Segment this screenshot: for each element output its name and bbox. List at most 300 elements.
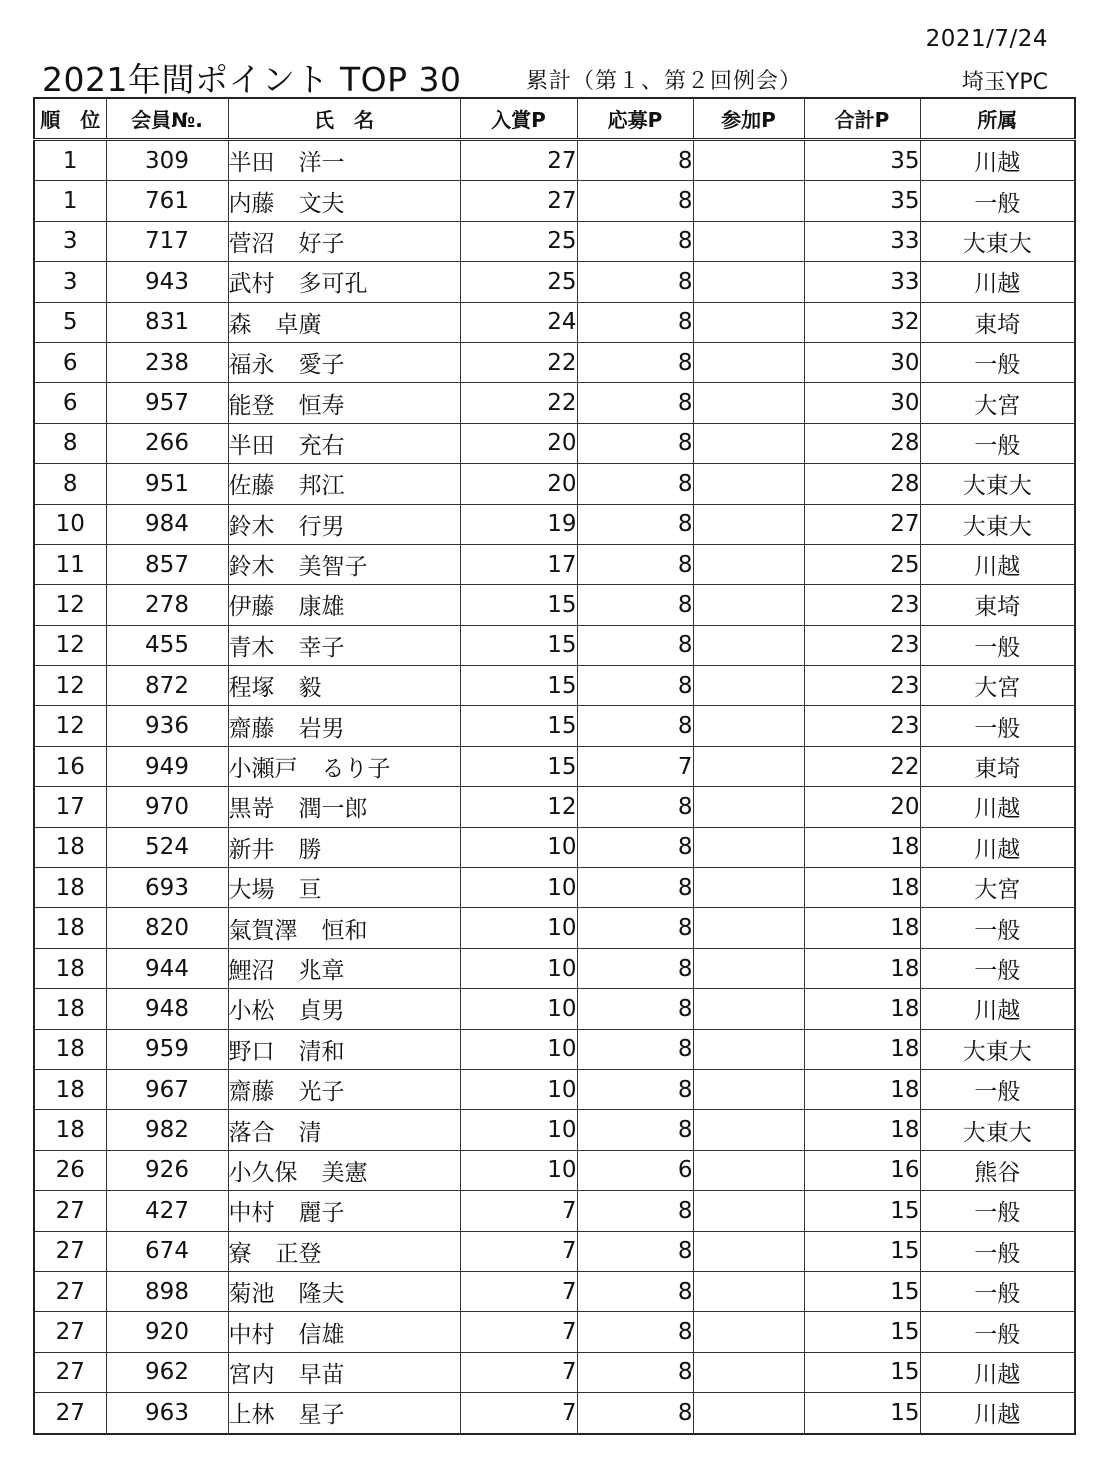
given-name: 光子 xyxy=(298,1079,345,1106)
attend-points-cell xyxy=(693,746,804,786)
rank-cell: 3 xyxy=(34,221,106,261)
total-points-cell: 15 xyxy=(804,1271,920,1311)
table-row xyxy=(34,221,1075,261)
given-name: 邦江 xyxy=(298,473,345,500)
attend-points-cell xyxy=(693,787,804,827)
entry-points-cell: 8 xyxy=(577,221,693,261)
entry-points-cell: 8 xyxy=(577,1191,693,1231)
entry-points-cell: 8 xyxy=(577,302,693,342)
table-row xyxy=(34,1393,1075,1434)
attend-points-cell xyxy=(693,1150,804,1190)
member-no-cell: 309 xyxy=(106,140,228,181)
name-cell xyxy=(228,1271,460,1311)
surname: 佐藤 xyxy=(228,473,275,500)
entry-points-cell: 8 xyxy=(577,383,693,423)
total-points-cell: 28 xyxy=(804,464,920,504)
name-cell xyxy=(228,868,460,908)
total-points-cell: 18 xyxy=(804,989,920,1029)
prize-points-cell: 10 xyxy=(460,1029,577,1069)
entry-points-cell: 6 xyxy=(577,1150,693,1190)
surname: 鯉沼 xyxy=(228,958,275,984)
surname: 能登 xyxy=(228,392,275,419)
rank-cell: 12 xyxy=(34,706,106,746)
affiliation-cell: 一般 xyxy=(920,1271,1075,1311)
total-points-cell: 32 xyxy=(804,302,920,342)
attend-points-cell xyxy=(693,423,804,463)
entry-points-cell: 8 xyxy=(577,908,693,948)
surname: 内藤 xyxy=(228,190,275,217)
member-no-cell: 820 xyxy=(106,908,228,948)
member-no-cell: 948 xyxy=(106,989,228,1029)
total-points-cell: 23 xyxy=(804,625,920,665)
entry-points-cell: 8 xyxy=(577,1069,693,1109)
rank-cell: 1 xyxy=(34,181,106,221)
name-cell xyxy=(228,1150,460,1190)
rank-cell: 18 xyxy=(34,948,106,988)
surname: 小瀬戸 xyxy=(228,756,298,783)
member-no-cell: 949 xyxy=(106,746,228,786)
member-no-cell: 926 xyxy=(106,1150,228,1190)
table-header-row xyxy=(34,98,1075,140)
affiliation-cell: 一般 xyxy=(920,1231,1075,1271)
total-points-cell: 18 xyxy=(804,948,920,988)
given-name: 康雄 xyxy=(298,594,345,621)
total-points-cell: 18 xyxy=(804,908,920,948)
member-no-cell: 920 xyxy=(106,1312,228,1352)
entry-points-cell: 8 xyxy=(577,1271,693,1311)
member-no-cell: 963 xyxy=(106,1393,228,1434)
prize-points-cell: 15 xyxy=(460,625,577,665)
given-name: 好子 xyxy=(298,230,345,257)
attend-points-cell xyxy=(693,666,804,706)
member-no-cell: 857 xyxy=(106,544,228,584)
entry-points-cell: 8 xyxy=(577,262,693,302)
rank-cell: 27 xyxy=(34,1191,106,1231)
given-name: 多可孔 xyxy=(298,271,368,298)
column-header-attend-p: 参加P xyxy=(693,98,804,140)
name-cell xyxy=(228,585,460,625)
table-row xyxy=(34,706,1075,746)
rank-cell: 17 xyxy=(34,787,106,827)
total-points-cell: 33 xyxy=(804,262,920,302)
affiliation-cell: 大東大 xyxy=(920,464,1075,504)
surname: 氣賀澤 xyxy=(228,917,298,944)
total-points-cell: 18 xyxy=(804,1029,920,1069)
name-cell xyxy=(228,827,460,867)
given-name: 麗子 xyxy=(298,1200,345,1227)
total-points-cell: 18 xyxy=(804,1110,920,1150)
prize-points-cell: 7 xyxy=(460,1312,577,1352)
given-name: 行男 xyxy=(298,513,345,540)
surname: 小久保 xyxy=(228,1159,298,1186)
attend-points-cell xyxy=(693,1352,804,1392)
given-name: 充右 xyxy=(298,432,345,459)
column-header-affiliation: 所属 xyxy=(920,98,1075,140)
attend-points-cell xyxy=(693,504,804,544)
member-no-cell: 943 xyxy=(106,262,228,302)
attend-points-cell xyxy=(693,262,804,302)
rank-cell: 3 xyxy=(34,262,106,302)
surname: 鈴木 xyxy=(228,513,275,540)
table-row xyxy=(34,989,1075,1029)
name-cell xyxy=(228,1069,460,1109)
prize-points-cell: 12 xyxy=(460,787,577,827)
attend-points-cell xyxy=(693,908,804,948)
surname: 黒嵜 xyxy=(228,796,275,823)
entry-points-cell: 8 xyxy=(577,1393,693,1434)
total-points-cell: 25 xyxy=(804,544,920,584)
prize-points-cell: 27 xyxy=(460,181,577,221)
given-name: 毅 xyxy=(298,675,322,702)
table-row xyxy=(34,1191,1075,1231)
given-name: 美智子 xyxy=(298,554,368,581)
affiliation-cell: 川越 xyxy=(920,262,1075,302)
surname: 菅沼 xyxy=(228,230,275,257)
total-points-cell: 27 xyxy=(804,504,920,544)
organization-name: 埼玉YPC xyxy=(961,70,1048,95)
given-name: 卓廣 xyxy=(275,311,322,338)
affiliation-cell: 川越 xyxy=(920,544,1075,584)
member-no-cell: 717 xyxy=(106,221,228,261)
prize-points-cell: 10 xyxy=(460,1110,577,1150)
affiliation-cell: 川越 xyxy=(920,827,1075,867)
prize-points-cell: 15 xyxy=(460,706,577,746)
table-row xyxy=(34,625,1075,665)
rank-cell: 12 xyxy=(34,585,106,625)
name-cell xyxy=(228,221,460,261)
affiliation-cell: 大宮 xyxy=(920,383,1075,423)
affiliation-cell: 大宮 xyxy=(920,666,1075,706)
entry-points-cell: 8 xyxy=(577,585,693,625)
attend-points-cell xyxy=(693,706,804,746)
given-name: 亘 xyxy=(298,877,322,904)
table-row xyxy=(34,544,1075,584)
total-points-cell: 35 xyxy=(804,140,920,181)
affiliation-cell: 一般 xyxy=(920,948,1075,988)
table-row xyxy=(34,746,1075,786)
name-cell xyxy=(228,1029,460,1069)
given-name: 清和 xyxy=(298,1038,345,1065)
prize-points-cell: 15 xyxy=(460,746,577,786)
prize-points-cell: 7 xyxy=(460,1352,577,1392)
rank-cell: 18 xyxy=(34,908,106,948)
total-points-cell: 28 xyxy=(804,423,920,463)
attend-points-cell xyxy=(693,302,804,342)
member-no-cell: 524 xyxy=(106,827,228,867)
affiliation-cell: 一般 xyxy=(920,625,1075,665)
surname: 中村 xyxy=(228,1200,275,1227)
prize-points-cell: 24 xyxy=(460,302,577,342)
surname: 新井 xyxy=(228,836,275,863)
member-no-cell: 970 xyxy=(106,787,228,827)
rank-cell: 10 xyxy=(34,504,106,544)
rank-cell: 11 xyxy=(34,544,106,584)
prize-points-cell: 27 xyxy=(460,140,577,181)
total-points-cell: 15 xyxy=(804,1393,920,1434)
surname: 宮内 xyxy=(228,1361,275,1388)
name-cell xyxy=(228,1231,460,1271)
attend-points-cell xyxy=(693,140,804,181)
table-row xyxy=(34,948,1075,988)
given-name: 星子 xyxy=(298,1402,345,1429)
name-cell xyxy=(228,504,460,544)
rank-cell: 5 xyxy=(34,302,106,342)
prize-points-cell: 10 xyxy=(460,908,577,948)
total-points-cell: 15 xyxy=(804,1352,920,1392)
name-cell xyxy=(228,787,460,827)
entry-points-cell: 8 xyxy=(577,948,693,988)
rank-cell: 16 xyxy=(34,746,106,786)
surname: 落合 xyxy=(228,1119,275,1146)
table-row xyxy=(34,181,1075,221)
member-no-cell: 455 xyxy=(106,625,228,665)
rank-cell: 18 xyxy=(34,1069,106,1109)
attend-points-cell xyxy=(693,1312,804,1352)
rank-cell: 8 xyxy=(34,423,106,463)
table-row xyxy=(34,342,1075,382)
table-row xyxy=(34,1352,1075,1392)
rank-cell: 18 xyxy=(34,1110,106,1150)
given-name: 兆章 xyxy=(298,958,345,984)
name-cell xyxy=(228,544,460,584)
entry-points-cell: 8 xyxy=(577,827,693,867)
document-date: 2021/7/24 xyxy=(925,26,1048,52)
affiliation-cell: 川越 xyxy=(920,1393,1075,1434)
entry-points-cell: 8 xyxy=(577,787,693,827)
given-name: るり子 xyxy=(321,756,391,783)
attend-points-cell xyxy=(693,1069,804,1109)
name-cell xyxy=(228,262,460,302)
attend-points-cell xyxy=(693,1271,804,1311)
affiliation-cell: 一般 xyxy=(920,908,1075,948)
name-cell xyxy=(228,666,460,706)
entry-points-cell: 8 xyxy=(577,666,693,706)
attend-points-cell xyxy=(693,1191,804,1231)
affiliation-cell: 大宮 xyxy=(920,868,1075,908)
ranking-table-body xyxy=(34,140,1075,1434)
given-name: 文夫 xyxy=(298,190,345,217)
rank-cell: 18 xyxy=(34,989,106,1029)
total-points-cell: 22 xyxy=(804,746,920,786)
given-name: 早苗 xyxy=(298,1361,345,1388)
entry-points-cell: 8 xyxy=(577,342,693,382)
name-cell xyxy=(228,342,460,382)
prize-points-cell: 10 xyxy=(460,827,577,867)
table-row xyxy=(34,464,1075,504)
surname: 小松 xyxy=(228,998,275,1025)
given-name: 恒寿 xyxy=(298,392,345,419)
given-name: 清 xyxy=(298,1119,322,1146)
surname: 鈴木 xyxy=(228,554,275,581)
rank-cell: 27 xyxy=(34,1393,106,1434)
entry-points-cell: 8 xyxy=(577,464,693,504)
entry-points-cell: 8 xyxy=(577,1231,693,1271)
surname: 中村 xyxy=(228,1321,275,1348)
attend-points-cell xyxy=(693,383,804,423)
table-row xyxy=(34,302,1075,342)
attend-points-cell xyxy=(693,827,804,867)
member-no-cell: 951 xyxy=(106,464,228,504)
surname: 菊池 xyxy=(228,1281,275,1308)
affiliation-cell: 熊谷 xyxy=(920,1150,1075,1190)
table-row xyxy=(34,827,1075,867)
entry-points-cell: 8 xyxy=(577,544,693,584)
name-cell xyxy=(228,948,460,988)
prize-points-cell: 10 xyxy=(460,989,577,1029)
member-no-cell: 984 xyxy=(106,504,228,544)
attend-points-cell xyxy=(693,1029,804,1069)
name-cell xyxy=(228,1312,460,1352)
affiliation-cell: 川越 xyxy=(920,140,1075,181)
rank-cell: 27 xyxy=(34,1352,106,1392)
total-points-cell: 18 xyxy=(804,827,920,867)
rank-cell: 27 xyxy=(34,1312,106,1352)
name-cell xyxy=(228,625,460,665)
prize-points-cell: 10 xyxy=(460,1069,577,1109)
table-row xyxy=(34,1271,1075,1311)
attend-points-cell xyxy=(693,948,804,988)
affiliation-cell: 東埼 xyxy=(920,746,1075,786)
member-no-cell: 693 xyxy=(106,868,228,908)
attend-points-cell xyxy=(693,1393,804,1434)
total-points-cell: 33 xyxy=(804,221,920,261)
table-row xyxy=(34,1150,1075,1190)
rank-cell: 12 xyxy=(34,666,106,706)
name-cell xyxy=(228,181,460,221)
prize-points-cell: 25 xyxy=(460,262,577,302)
rank-cell: 27 xyxy=(34,1271,106,1311)
member-no-cell: 982 xyxy=(106,1110,228,1150)
attend-points-cell xyxy=(693,464,804,504)
member-no-cell: 278 xyxy=(106,585,228,625)
rank-cell: 18 xyxy=(34,827,106,867)
member-no-cell: 831 xyxy=(106,302,228,342)
member-no-cell: 872 xyxy=(106,666,228,706)
member-no-cell: 967 xyxy=(106,1069,228,1109)
table-row xyxy=(34,383,1075,423)
surname: 福永 xyxy=(228,352,275,379)
member-no-cell: 674 xyxy=(106,1231,228,1271)
given-name: 愛子 xyxy=(298,352,345,379)
member-no-cell: 427 xyxy=(106,1191,228,1231)
given-name: 隆夫 xyxy=(298,1281,345,1308)
affiliation-cell: 大東大 xyxy=(920,1029,1075,1069)
prize-points-cell: 10 xyxy=(460,1150,577,1190)
attend-points-cell xyxy=(693,342,804,382)
affiliation-cell: 東埼 xyxy=(920,585,1075,625)
attend-points-cell xyxy=(693,544,804,584)
name-cell xyxy=(228,1352,460,1392)
prize-points-cell: 25 xyxy=(460,221,577,261)
member-no-cell: 238 xyxy=(106,342,228,382)
table-row xyxy=(34,666,1075,706)
rank-cell: 6 xyxy=(34,383,106,423)
prize-points-cell: 20 xyxy=(460,464,577,504)
attend-points-cell xyxy=(693,221,804,261)
prize-points-cell: 17 xyxy=(460,544,577,584)
column-header-total-p: 合計P xyxy=(804,98,920,140)
member-no-cell: 962 xyxy=(106,1352,228,1392)
rank-cell: 8 xyxy=(34,464,106,504)
attend-points-cell xyxy=(693,868,804,908)
prize-points-cell: 22 xyxy=(460,342,577,382)
total-points-cell: 23 xyxy=(804,706,920,746)
entry-points-cell: 8 xyxy=(577,1312,693,1352)
given-name: 洋一 xyxy=(298,150,345,177)
name-cell xyxy=(228,383,460,423)
name-cell xyxy=(228,746,460,786)
column-header-entry-p: 応募P xyxy=(577,98,693,140)
attend-points-cell xyxy=(693,989,804,1029)
affiliation-cell: 川越 xyxy=(920,989,1075,1029)
name-cell xyxy=(228,989,460,1029)
given-name: 信雄 xyxy=(298,1321,345,1348)
table-row xyxy=(34,140,1075,181)
name-cell xyxy=(228,302,460,342)
given-name: 恒和 xyxy=(321,917,368,944)
table-row xyxy=(34,262,1075,302)
column-header-name: 氏 名 xyxy=(228,98,460,140)
given-name: 勝 xyxy=(298,836,322,863)
affiliation-cell: 川越 xyxy=(920,1352,1075,1392)
ranking-table xyxy=(33,97,1076,1435)
entry-points-cell: 8 xyxy=(577,1029,693,1069)
entry-points-cell: 8 xyxy=(577,423,693,463)
total-points-cell: 35 xyxy=(804,181,920,221)
column-header-member-no: 会員№. xyxy=(106,98,228,140)
prize-points-cell: 7 xyxy=(460,1393,577,1434)
document-subtitle: 累計（第１、第２回例会） xyxy=(526,69,803,94)
entry-points-cell: 8 xyxy=(577,1110,693,1150)
entry-points-cell: 8 xyxy=(577,706,693,746)
name-cell xyxy=(228,423,460,463)
attend-points-cell xyxy=(693,625,804,665)
table-row xyxy=(34,868,1075,908)
surname: 半田 xyxy=(228,432,275,459)
entry-points-cell: 8 xyxy=(577,989,693,1029)
surname: 齋藤 xyxy=(228,1079,275,1106)
given-name: 正登 xyxy=(275,1240,322,1267)
member-no-cell: 959 xyxy=(106,1029,228,1069)
prize-points-cell: 7 xyxy=(460,1271,577,1311)
affiliation-cell: 川越 xyxy=(920,787,1075,827)
table-row xyxy=(34,908,1075,948)
total-points-cell: 20 xyxy=(804,787,920,827)
name-cell xyxy=(228,908,460,948)
entry-points-cell: 8 xyxy=(577,504,693,544)
total-points-cell: 23 xyxy=(804,666,920,706)
prize-points-cell: 20 xyxy=(460,423,577,463)
affiliation-cell: 一般 xyxy=(920,423,1075,463)
member-no-cell: 936 xyxy=(106,706,228,746)
column-header-prize-p: 入賞P xyxy=(460,98,577,140)
rank-cell: 1 xyxy=(34,140,106,181)
entry-points-cell: 8 xyxy=(577,140,693,181)
table-row xyxy=(34,1110,1075,1150)
total-points-cell: 23 xyxy=(804,585,920,625)
total-points-cell: 15 xyxy=(804,1191,920,1231)
rank-cell: 18 xyxy=(34,868,106,908)
surname: 野口 xyxy=(228,1038,275,1065)
rank-cell: 27 xyxy=(34,1231,106,1271)
affiliation-cell: 大東大 xyxy=(920,221,1075,261)
member-no-cell: 957 xyxy=(106,383,228,423)
given-name: 幸子 xyxy=(298,634,345,661)
rank-cell: 6 xyxy=(34,342,106,382)
table-row xyxy=(34,1029,1075,1069)
member-no-cell: 898 xyxy=(106,1271,228,1311)
attend-points-cell xyxy=(693,1231,804,1271)
